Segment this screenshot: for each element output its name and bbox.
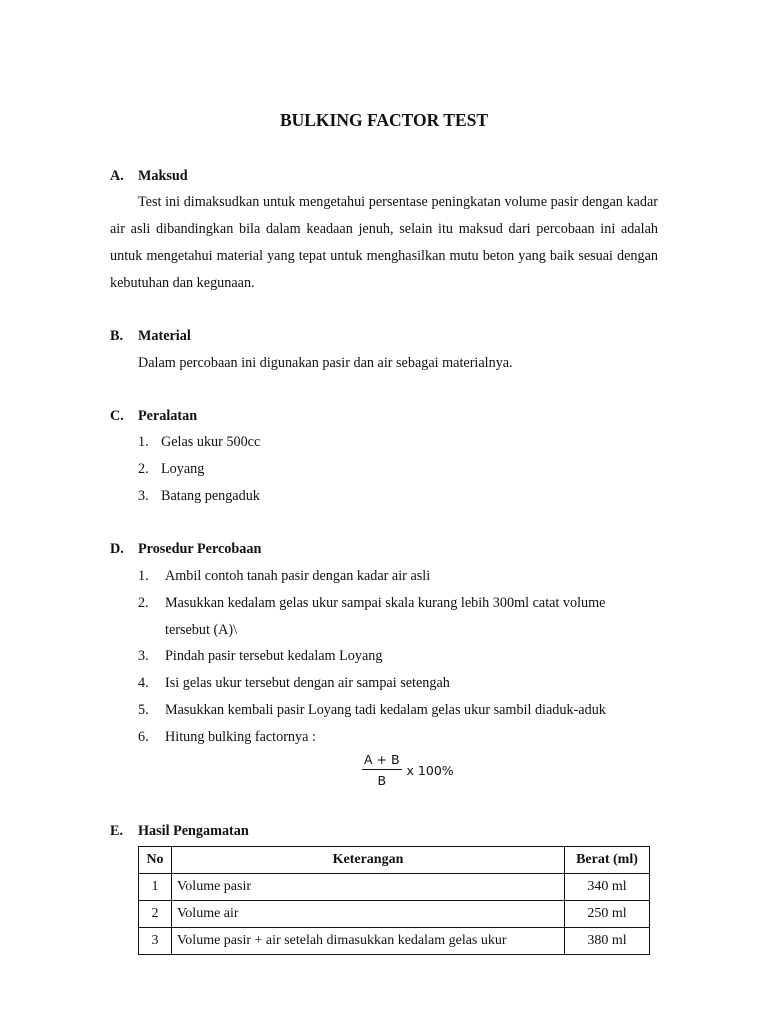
list-item-text: Gelas ukur 500cc xyxy=(161,434,261,450)
list-item-text: Pindah pasir tersebut kedalam Loyang xyxy=(165,648,383,664)
cell-berat: 340 ml xyxy=(565,874,650,901)
cell-no: 3 xyxy=(139,928,172,955)
cell-berat: 380 ml xyxy=(565,928,650,955)
bulking-formula xyxy=(362,752,454,788)
table-row xyxy=(139,874,650,901)
table-row xyxy=(139,901,650,928)
list-item xyxy=(138,590,658,644)
list-item-number: 1. xyxy=(138,434,149,450)
section-b-letter: B. xyxy=(110,328,124,344)
section-a-title: Maksud xyxy=(138,168,188,184)
list-item-text: Ambil contoh tanah pasir dengan kadar air asli xyxy=(165,568,431,584)
list-item-number: 3. xyxy=(138,648,149,664)
cell-keterangan: Volume pasir + air setelah dimasukkan kedalam gelas ukur xyxy=(172,928,565,955)
section-a-letter: A. xyxy=(110,168,124,184)
list-item-text: Hitung bulking factornya : xyxy=(165,729,316,745)
list-item xyxy=(138,461,658,478)
cell-no: 2 xyxy=(139,901,172,928)
header-keterangan: Keterangan xyxy=(172,847,565,874)
section-b-text: Dalam percobaan ini digunakan pasir dan air sebagai materialnya. xyxy=(138,355,513,371)
list-item-number: 1. xyxy=(138,568,149,584)
list-item xyxy=(138,568,658,585)
formula-denominator: B xyxy=(377,773,387,788)
section-a-heading xyxy=(110,168,188,185)
list-item xyxy=(138,675,658,692)
section-d-letter: D. xyxy=(110,541,124,557)
formula-multiplier: x 100% xyxy=(406,762,454,778)
cell-berat: 250 ml xyxy=(565,901,650,928)
list-item-text: Masukkan kembali pasir Loyang tadi kedalam gelas ukur sambil diaduk-aduk xyxy=(165,702,606,718)
list-item-number: 2. xyxy=(138,595,149,611)
list-item-text: Batang pengaduk xyxy=(161,488,260,504)
section-c-title: Peralatan xyxy=(138,408,198,424)
list-item-number: 3. xyxy=(138,488,149,504)
formula-numerator: A + B xyxy=(362,752,402,770)
list-item xyxy=(138,434,658,451)
formula-fraction xyxy=(362,752,402,788)
list-item xyxy=(138,702,658,719)
list-item-number: 2. xyxy=(138,461,149,477)
header-no: No xyxy=(139,847,172,874)
list-item-text: Masukkan kedalam gelas ukur sampai skala kurang lebih 300ml catat volume xyxy=(165,595,606,611)
cell-no: 1 xyxy=(139,874,172,901)
section-b-heading xyxy=(110,328,191,345)
document-title: BULKING FACTOR TEST xyxy=(279,110,489,130)
table-row xyxy=(139,928,650,955)
list-item xyxy=(138,488,658,505)
list-item-number: 6. xyxy=(138,729,149,745)
list-item-number: 5. xyxy=(138,702,149,718)
list-item-number: 4. xyxy=(138,675,149,691)
section-d-heading xyxy=(110,541,261,558)
section-a-paragraph: Test ini dimaksudkan untuk mengetahui persentase peningkatan volume pasir dengan kadar air asli dibandingkan bila dalam keadaan jenuh, selain itu maksud dari percobaan ini adalah untuk mengetahui material yang tepat untuk menghasilkan mutu beton yang baik sesuai dengan kebutuhan dan kegunaan. xyxy=(110,194,658,291)
list-item-continuation: tersebut (A)\ xyxy=(165,622,238,638)
results-table xyxy=(138,846,650,955)
list-item xyxy=(138,729,658,746)
list-item-text: Isi gelas ukur tersebut dengan air sampai setengah xyxy=(165,675,450,691)
table-header-row xyxy=(139,847,650,874)
section-c-letter: C. xyxy=(110,408,124,424)
list-item xyxy=(138,648,658,665)
section-c-heading xyxy=(110,408,197,425)
cell-keterangan: Volume pasir xyxy=(172,874,565,901)
section-b-title: Material xyxy=(138,328,191,344)
section-e-heading xyxy=(110,823,249,840)
section-e-title: Hasil Pengamatan xyxy=(138,823,249,839)
header-berat: Berat (ml) xyxy=(565,847,650,874)
list-item-text: Loyang xyxy=(161,461,205,477)
cell-keterangan: Volume air xyxy=(172,901,565,928)
section-d-title: Prosedur Percobaan xyxy=(138,541,262,557)
section-e-letter: E. xyxy=(110,823,124,839)
